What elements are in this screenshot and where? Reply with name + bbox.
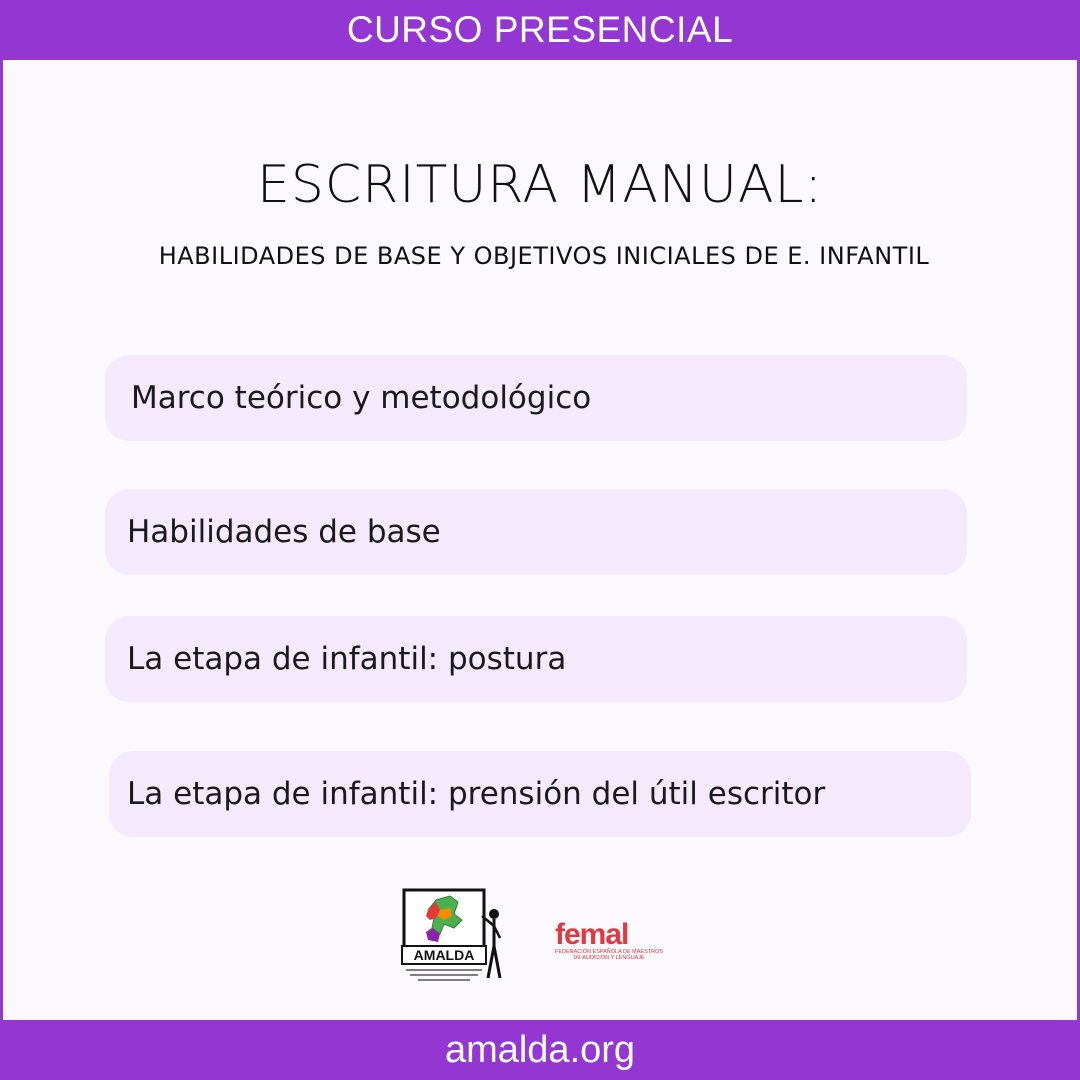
- topic-label: La etapa de infantil: prensión del útil escritor: [127, 776, 826, 812]
- femal-logo-text: femal: [555, 918, 629, 951]
- topic-item-2: [105, 489, 967, 575]
- amalda-logo: [396, 884, 506, 984]
- femal-logo: [553, 916, 668, 962]
- page-title: ESCRITURA MANUAL:: [256, 155, 824, 215]
- topic-item-3: [105, 616, 967, 702]
- footer-url[interactable]: amalda.org: [444, 1028, 636, 1071]
- femal-tagline-1: FEDERACIÓN ESPAÑOLA DE MAESTROS: [554, 949, 664, 955]
- topic-item-4: [109, 751, 971, 837]
- header-label: CURSO PRESENCIAL: [346, 9, 734, 50]
- topic-label: Marco teórico y metodológico: [131, 380, 592, 416]
- page-subtitle: HABILIDADES DE BASE Y OBJETIVOS INICIALES DE E. INFANTIL: [158, 242, 930, 270]
- footer-bar: [0, 1020, 1080, 1080]
- topic-label: La etapa de infantil: postura: [127, 641, 567, 677]
- amalda-logo-text: AMALDA: [413, 947, 475, 963]
- topic-item-1: [105, 355, 967, 441]
- femal-tagline-2: DE AUDICIÓN Y LENGUAJE: [573, 955, 645, 961]
- header-bar: [0, 0, 1080, 60]
- logos-row: [0, 880, 1080, 990]
- topic-label: Habilidades de base: [127, 514, 441, 550]
